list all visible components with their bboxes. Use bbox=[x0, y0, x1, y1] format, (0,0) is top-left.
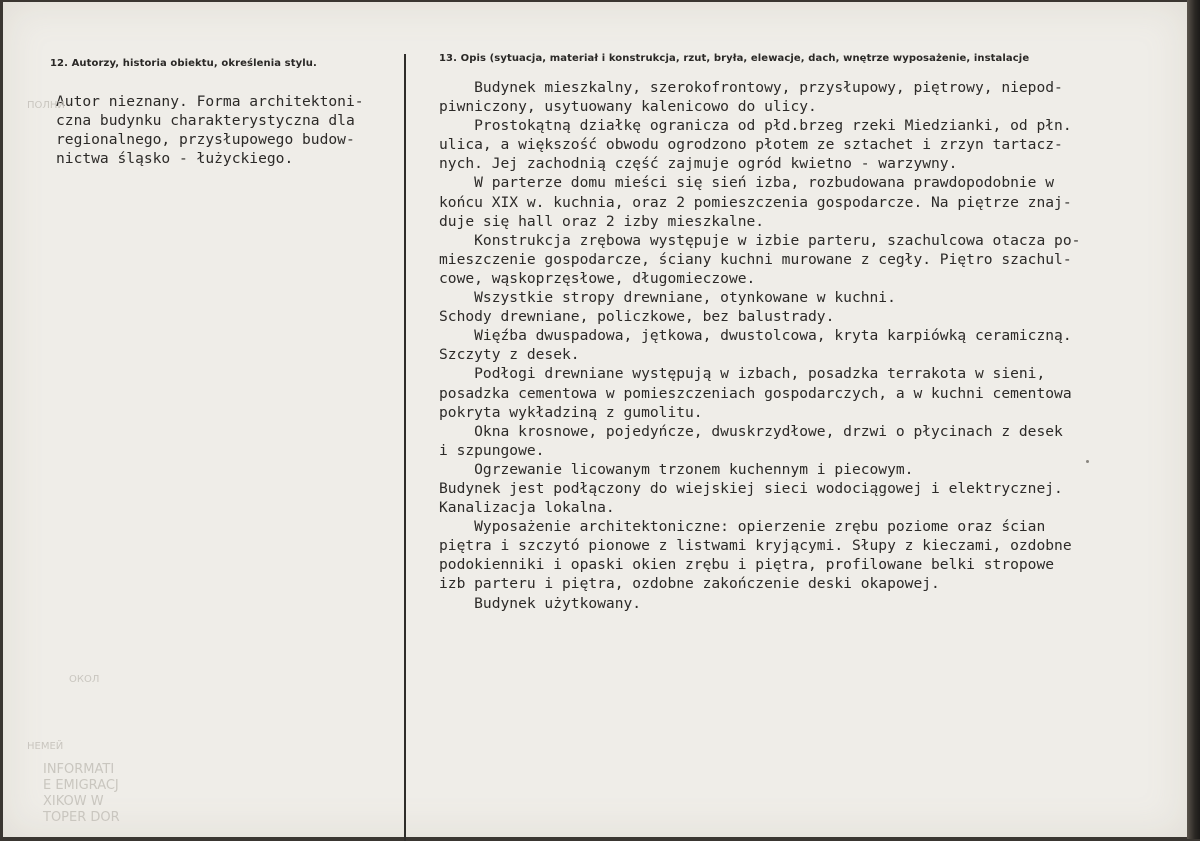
text-line: Prostokątną działkę ogranicza od płd.brzeg rzeki Miedzianki, od płn. bbox=[439, 117, 1072, 135]
text-line: Wyposażenie architektoniczne: opierzenie zrębu poziome oraz ścian bbox=[439, 518, 1046, 536]
text-line: końcu XIX w. kuchnia, oraz 2 pomieszczenia gospodarcze. Na piętrze znaj- bbox=[439, 193, 1072, 211]
text-line: czna budynku charakterystyczna dla bbox=[56, 112, 355, 130]
text-line: piętra i szczytó pionowe z listwami kryjącymi. Słupy z kieczami, ozdobne bbox=[439, 537, 1072, 555]
text-line: Ogrzewanie licowanym trzonem kuchennym i piecowym. bbox=[439, 460, 914, 478]
text-line: Schody drewniane, policzkowe, bez balustrady. bbox=[439, 308, 835, 326]
text-line: Kanalizacja lokalna. bbox=[439, 499, 615, 517]
text-line: Szczyty z desek. bbox=[439, 346, 580, 364]
text-line: Podłogi drewniane występują w izbach, posadzka terrakota w sieni, bbox=[439, 365, 1046, 383]
column-divider bbox=[404, 54, 406, 841]
text-line: pokryta wykładziną z gumolitu. bbox=[439, 403, 703, 421]
left-column-text bbox=[56, 92, 364, 168]
document-sheet bbox=[3, 2, 1187, 837]
text-line: Okna krosnowe, pojedyńcze, dwuskrzydłowe, drzwi o płycinach z desek bbox=[439, 422, 1063, 440]
text-line: nych. Jej zachodnią część zajmuje ogród kwietno - warzywny. bbox=[439, 155, 958, 173]
faded-mark: INFORMATI E EMIGRACJ XIKOW W TOPER DOR bbox=[43, 762, 120, 825]
text-line: Budynek mieszkalny, szerokofrontowy, przysłupowy, piętrowy, niepod- bbox=[439, 79, 1063, 96]
text-line: Wszystkie stropy drewniane, otynkowane w kuchni. bbox=[439, 289, 896, 307]
ink-speck bbox=[1086, 460, 1089, 463]
text-line: Autor nieznany. Forma architektoni- bbox=[56, 93, 364, 110]
text-line: ulica, a większość obwodu ogrodzono płotem ze sztachet i zrzyn tartacz- bbox=[439, 136, 1063, 154]
faded-mark: НЕМЕЙ bbox=[27, 741, 64, 752]
text-line: W parterze domu mieści się sień izba, rozbudowana prawdopodobnie w bbox=[439, 174, 1055, 192]
text-line: Budynek jest podłączony do wiejskiej sieci wodociągowej i elektrycznej. bbox=[439, 479, 1063, 497]
text-line: mieszczenie gospodarcze, ściany kuchni murowane z cegły. Piętro szachul- bbox=[439, 250, 1072, 268]
text-line: Budynek użytkowany. bbox=[439, 594, 642, 612]
page-edge bbox=[1187, 0, 1200, 839]
text-line: piwniczony, usytuowany kalenicowo do ulicy. bbox=[439, 98, 817, 116]
text-line: duje się hall oraz 2 izby mieszkalne. bbox=[439, 212, 765, 230]
text-line: podokienniki i opaski okien zrębu i piętra, profilowane belki stropowe bbox=[439, 556, 1055, 574]
right-column-header: 13. Opis (sytuacja, materiał i konstrukcja, rzut, bryła, elewacje, dach, wnętrze wyposażenie, instalacje bbox=[439, 53, 1030, 64]
faded-mark: ОКОЛ bbox=[69, 674, 100, 685]
text-line: cowe, wąskoprzęsłowe, długomieczowe. bbox=[439, 269, 756, 287]
text-line: Więźba dwuspadowa, jętkowa, dwustolcowa, kryta karpiówką ceramiczną. bbox=[439, 327, 1072, 345]
text-line: nictwa śląsko - łużyckiego. bbox=[56, 150, 294, 168]
text-line: regionalnego, przysłupowego budow- bbox=[56, 131, 355, 149]
right-column-text bbox=[439, 78, 1080, 613]
text-line: Konstrukcja zrębowa występuje w izbie parteru, szachulcowa otacza po- bbox=[439, 231, 1081, 249]
text-line: i szpungowe. bbox=[439, 441, 545, 459]
text-line: posadzka cementowa w pomieszczeniach gospodarczych, a w kuchni cementowa bbox=[439, 384, 1072, 402]
faded-mark: ПОЛНИ bbox=[27, 100, 65, 111]
left-column-header: 12. Autorzy, historia obiektu, określenia stylu. bbox=[50, 58, 317, 69]
text-line: izb parteru i piętra, ozdobne zakończenie deski okapowej. bbox=[439, 575, 940, 593]
